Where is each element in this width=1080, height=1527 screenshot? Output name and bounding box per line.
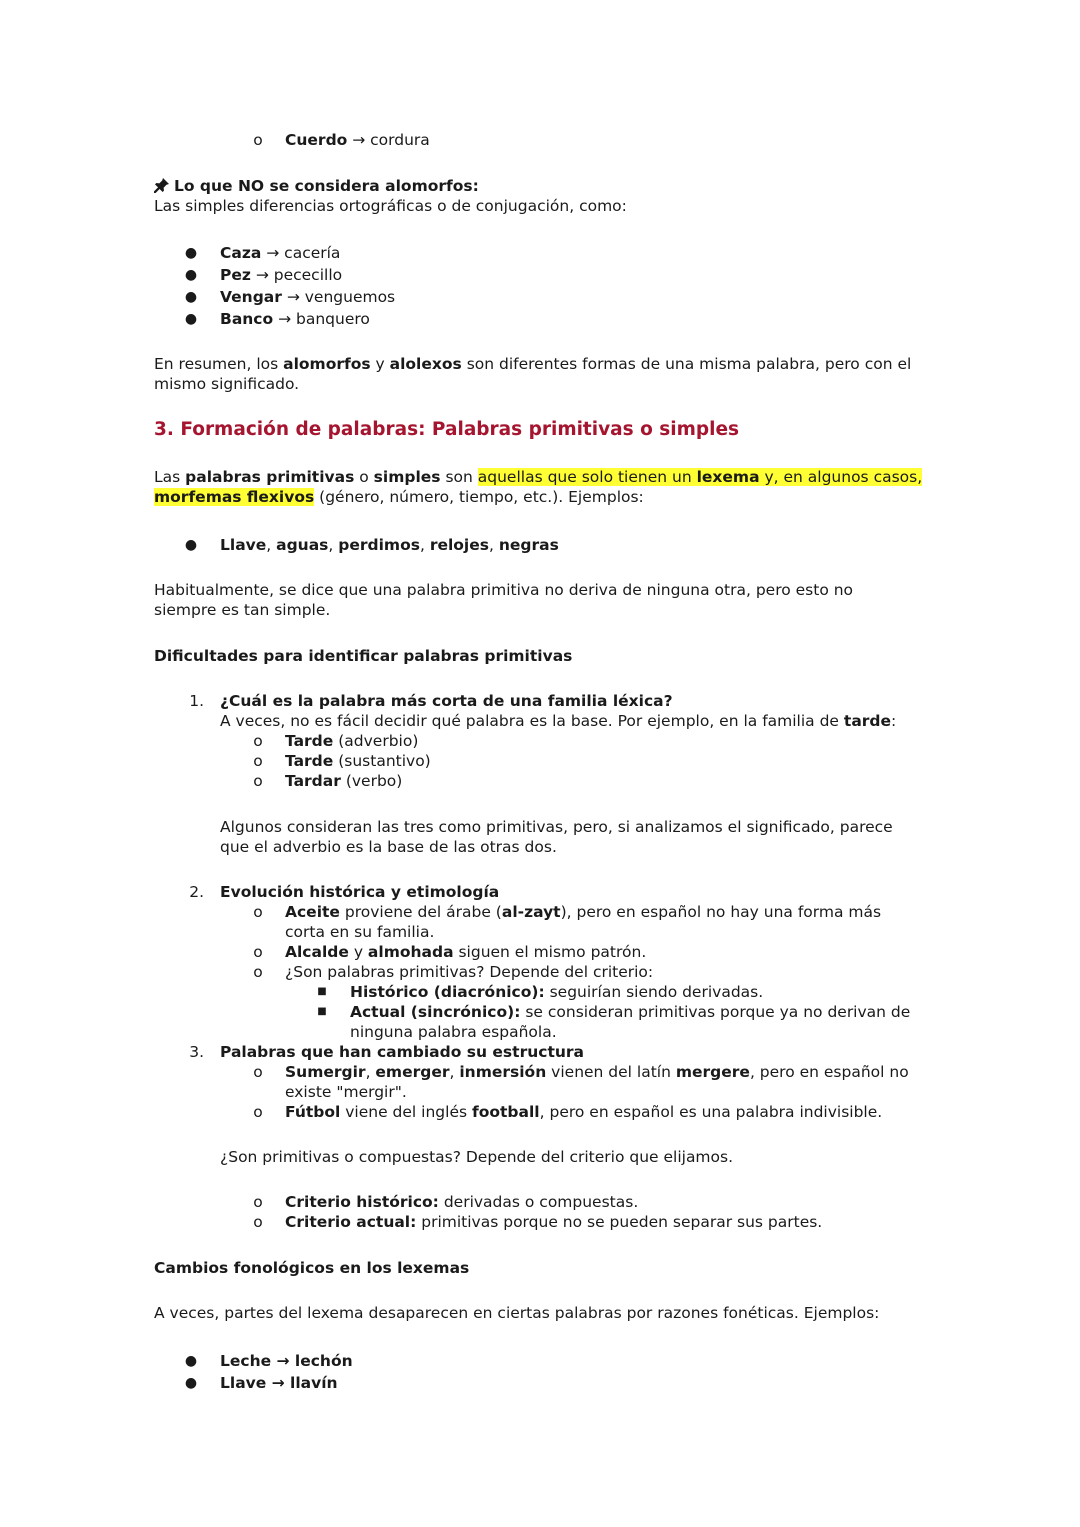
- pushpin-icon: [154, 177, 170, 193]
- circle-bullet: o: [253, 1103, 263, 1121]
- bullet: ●: [184, 311, 198, 327]
- bullet: ●: [184, 245, 198, 261]
- list-item: Criterio histórico: derivadas o compuestas.: [285, 1193, 639, 1211]
- section3-intro: Las palabras primitivas o simples son aquellas que solo tienen un lexema y, en algunos casos,: [154, 468, 923, 486]
- not-alomorfos-intro: Las simples diferencias ortográficas o de conjugación, como:: [154, 197, 627, 215]
- question-paragraph: ¿Son primitivas o compuestas? Depende del criterio que elijamos.: [220, 1148, 734, 1166]
- list-item-cont: existe "mergir".: [285, 1083, 407, 1101]
- habitual-paragraph-cont: siempre es tan simple.: [154, 601, 331, 619]
- list-item: Tarde (adverbio): [285, 732, 419, 750]
- section-heading: 3. Formación de palabras: Palabras primitivas o simples: [154, 419, 740, 440]
- list-item: Vengar → venguemos: [220, 288, 396, 306]
- list-item: Sumergir, emerger, inmersión vienen del latín mergere, pero en español no: [285, 1063, 909, 1081]
- list-number: 3.: [189, 1043, 204, 1061]
- list-number: 1.: [189, 692, 204, 710]
- list-item: Fútbol viene del inglés football, pero en español es una palabra indivisible.: [285, 1103, 883, 1121]
- circle-bullet: o: [253, 131, 263, 149]
- circle-bullet: o: [253, 772, 263, 790]
- list-item: Criterio actual: primitivas porque no se pueden separar sus partes.: [285, 1213, 823, 1231]
- examples-list-item: Llave, aguas, perdimos, relojes, negras: [220, 536, 559, 554]
- list-item: Caza → cacería: [220, 244, 341, 262]
- sub-list-item: Actual (sincrónico): se consideran primitivas porque ya no derivan de: [350, 1003, 911, 1021]
- bullet: ●: [184, 537, 198, 553]
- circle-bullet: o: [253, 1063, 263, 1081]
- list-item: Tardar (verbo): [285, 772, 403, 790]
- circle-bullet: o: [253, 903, 263, 921]
- numbered-item-text: A veces, no es fácil decidir qué palabra es la base. Por ejemplo, en la familia de tarde:: [220, 712, 897, 730]
- list-number: 2.: [189, 883, 204, 901]
- list-item: Llave → llavín: [220, 1374, 338, 1392]
- circle-bullet: o: [253, 1213, 263, 1231]
- sub-list-item-cont: ninguna palabra española.: [350, 1023, 557, 1041]
- summary-paragraph: En resumen, los alomorfos y alolexos son diferentes formas de una misma palabra, pero con el: [154, 355, 912, 373]
- list-item: Tarde (sustantivo): [285, 752, 431, 770]
- circle-bullet: o: [253, 752, 263, 770]
- habitual-paragraph: Habitualmente, se dice que una palabra primitiva no deriva de ninguna otra, pero esto no: [154, 581, 854, 599]
- circle-bullet: o: [253, 943, 263, 961]
- numbered-item-title: Palabras que han cambiado su estructura: [220, 1043, 584, 1061]
- bullet: ●: [184, 267, 198, 283]
- note-paragraph-cont: que el adverbio es la base de las otras dos.: [220, 838, 557, 856]
- numbered-item-title: Evolución histórica y etimología: [220, 883, 500, 901]
- circle-bullet: o: [253, 732, 263, 750]
- list-item: Leche → lechón: [220, 1352, 353, 1370]
- bullet: ●: [184, 1375, 198, 1391]
- numbered-item-title: ¿Cuál es la palabra más corta de una familia léxica?: [220, 692, 673, 710]
- list-item: Banco → banquero: [220, 310, 370, 328]
- square-bullet: ■: [317, 986, 327, 997]
- list-item-cont: corta en su familia.: [285, 923, 435, 941]
- bullet: ●: [184, 289, 198, 305]
- phonological-intro: A veces, partes del lexema desaparecen en ciertas palabras por razones fonéticas. Ejemplos:: [154, 1304, 880, 1322]
- bullet: ●: [184, 1353, 198, 1369]
- list-item: Aceite proviene del árabe (al-zayt), pero en español no hay una forma más: [285, 903, 882, 921]
- list-item: Pez → pececillo: [220, 266, 343, 284]
- list-item: Alcalde y almohada siguen el mismo patrón.: [285, 943, 647, 961]
- note-paragraph: Algunos consideran las tres como primitivas, pero, si analizamos el significado, parece: [220, 818, 893, 836]
- sub-list-item: Histórico (diacrónico): seguirían siendo derivadas.: [350, 983, 764, 1001]
- not-alomorfos-title: Lo que NO se considera alomorfos:: [154, 176, 479, 196]
- square-bullet: ■: [317, 1006, 327, 1017]
- subheading: Dificultades para identificar palabras primitivas: [154, 647, 573, 665]
- subheading: Cambios fonológicos en los lexemas: [154, 1259, 470, 1277]
- list-item: Cuerdo → cordura: [285, 131, 430, 149]
- circle-bullet: o: [253, 1193, 263, 1211]
- summary-paragraph-cont: mismo significado.: [154, 375, 300, 393]
- section3-intro-cont: morfemas flexivos (género, número, tiempo, etc.). Ejemplos:: [154, 488, 644, 506]
- circle-bullet: o: [253, 963, 263, 981]
- list-item: ¿Son palabras primitivas? Depende del criterio:: [285, 963, 654, 981]
